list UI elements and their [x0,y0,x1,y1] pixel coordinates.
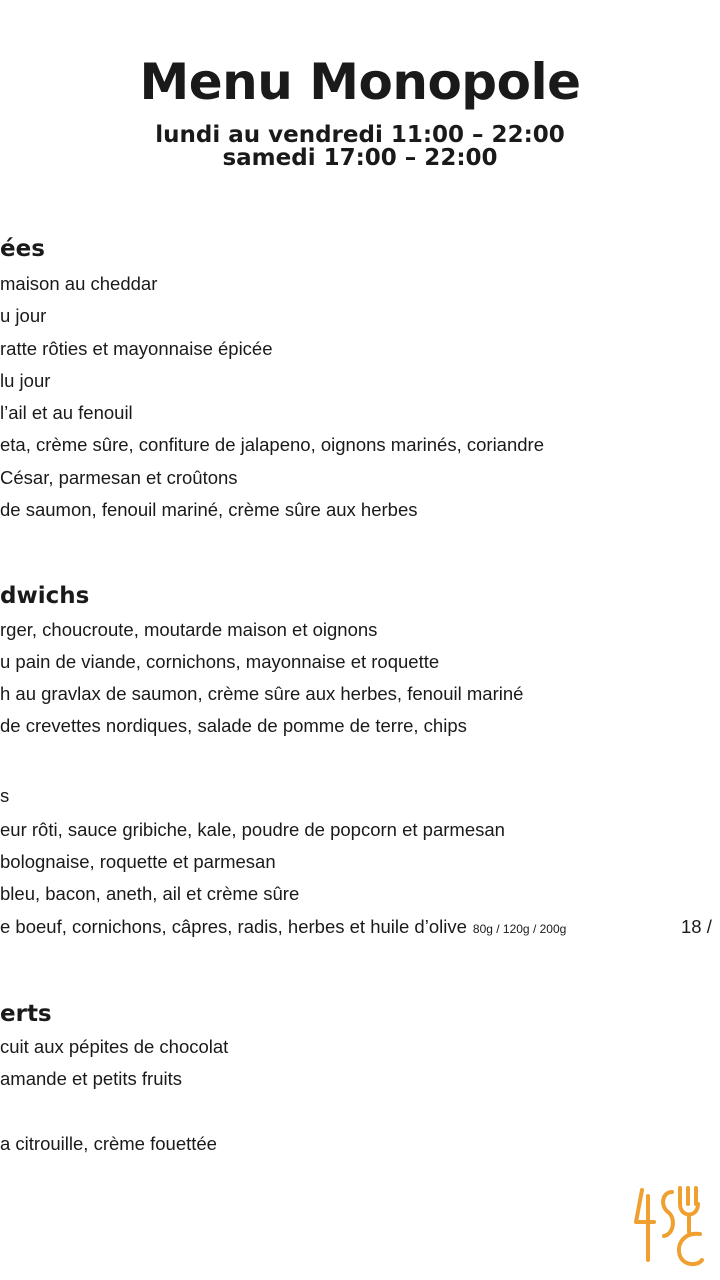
menu-item: h au gravlax de saumon, crème sûre aux herbes, fenouil mariné [0,683,524,704]
weight-options: 80g / 120g / 200g [472,922,567,936]
hours-weekdays: lundi au vendredi 11:00 – 22:00 [155,122,565,148]
menu-item: de crevettes nordiques, salade de pomme de terre, chips [0,715,467,736]
section-title-plats: s [0,785,10,806]
menu-item: eur rôti, sauce gribiche, kale, poudre de popcorn et parmesan [0,819,505,840]
menu-item: de saumon, fenouil mariné, crème sûre aux herbes [0,499,418,520]
menu-item: u pain de viande, cornichons, mayonnaise et roquette [0,651,440,672]
menu-item: bleu, bacon, aneth, ail et crème sûre [0,883,300,904]
menu-item-text: e boeuf, cornichons, câpres, radis, herbes et huile d’olive [0,916,467,937]
menu-item: lu jour [0,370,51,391]
section-title-desserts: erts [0,1001,52,1027]
menu-item: amande et petits fruits [0,1068,183,1089]
menu-item: cuit aux pépites de chocolat [0,1036,229,1057]
menu-item: bolognaise, roquette et parmesan [0,851,276,872]
menu-item: a citrouille, crème fouettée [0,1133,217,1154]
item-price: 18 / [681,916,712,937]
menu-item: l’ail et au fenouil [0,402,133,423]
hours-saturday: samedi 17:00 – 22:00 [222,145,498,171]
menu-title: Menu Monopole [139,53,581,111]
menu-item: César, parmesan et croûtons [0,467,238,488]
menu-item: maison au cheddar [0,273,158,294]
section-title-entrees: ées [0,236,45,262]
fork-logo-icon [628,1182,708,1270]
menu-item: eta, crème sûre, confiture de jalapeno, oignons marinés, coriandre [0,434,544,455]
menu-item: rger, choucroute, moutarde maison et oignons [0,619,378,640]
menu-item: ratte rôties et mayonnaise épicée [0,338,273,359]
menu-item: u jour [0,305,47,326]
section-title-sandwichs: dwichs [0,583,90,609]
menu-item-with-weights [0,915,566,941]
